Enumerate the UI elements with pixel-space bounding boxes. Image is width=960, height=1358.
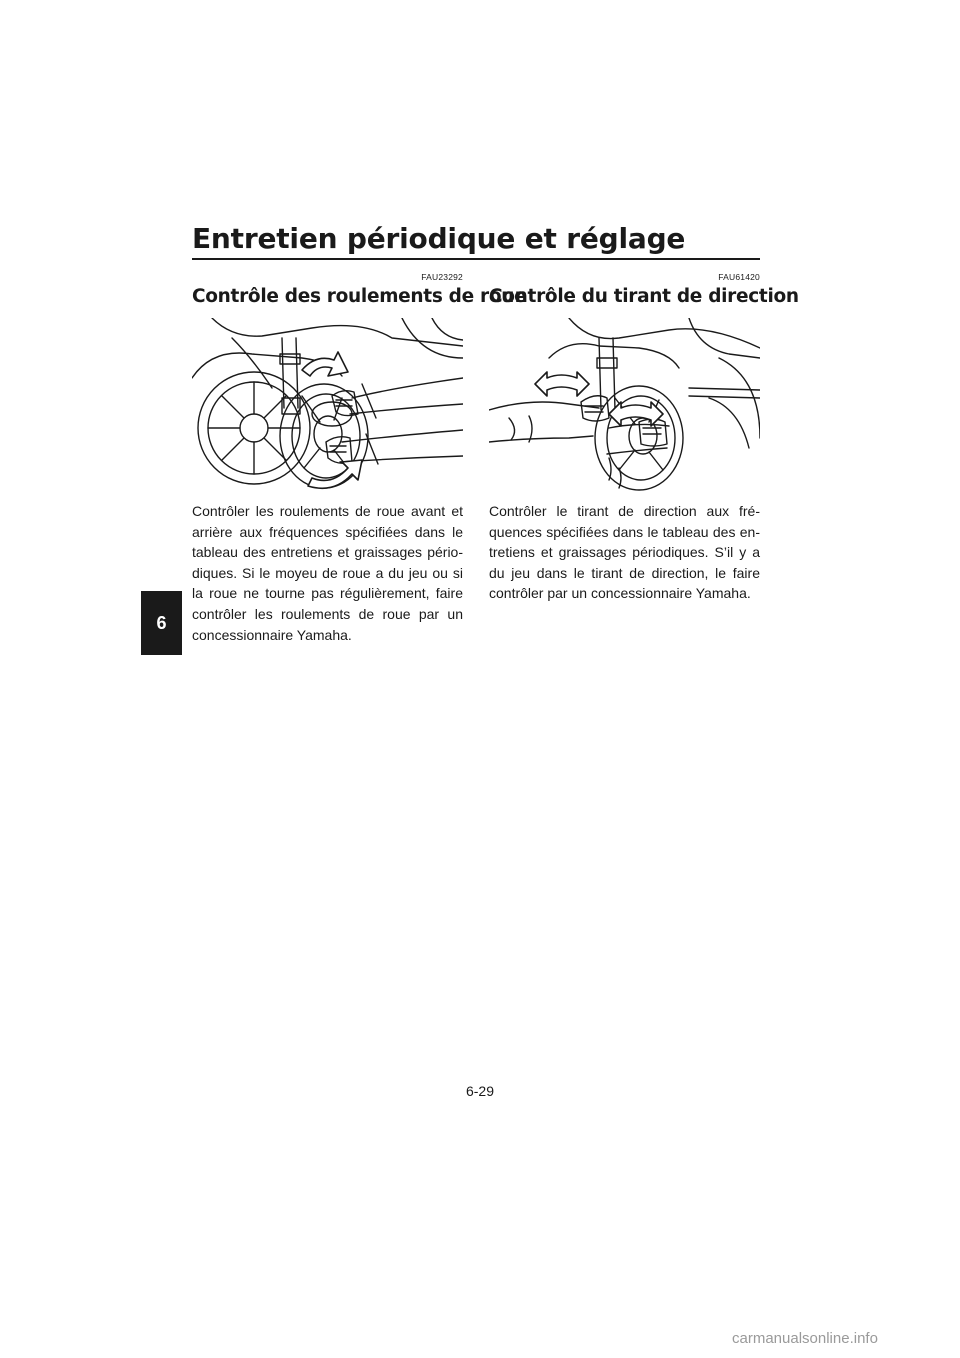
watermark: carmanualsonline.info: [732, 1330, 878, 1347]
section-body: Contrôler les roulements de roue avant et arrière aux fréquences spécifiées dans le tableau des entretiens et graissages pério-diques. Si le moyeu de roue a du jeu ou si la roue ne tourne pas régulièrement, faire contrôler les roulements de roue par un concessionnaire Yamaha.: [192, 503, 463, 643]
page-header-title: Entretien périodique et réglage: [192, 222, 686, 255]
section-code: FAU23292: [421, 272, 463, 282]
chapter-tab: 6: [141, 591, 182, 655]
section-title: Contrôle des roulements de roue: [192, 286, 527, 307]
steering-rod-illustration: [489, 318, 760, 491]
header-rule: [192, 258, 760, 260]
section-wheel-bearings: [192, 272, 527, 645]
section-body: Contrôler le tirant de direction aux fré-quences spécifiées dans le tableau des en-tretiens et graissages périodiques. S’il y a du jeu dans le tirant de direction, le faire contrôler par un concessionnaire Yamaha.: [489, 503, 760, 602]
wheel-bearing-illustration: [192, 318, 463, 491]
page-number: 6-29: [465, 1083, 495, 1099]
section-title: Contrôle du tirant de direction: [489, 286, 799, 307]
section-code: FAU61420: [718, 272, 760, 282]
section-steering-rod: [489, 272, 799, 604]
